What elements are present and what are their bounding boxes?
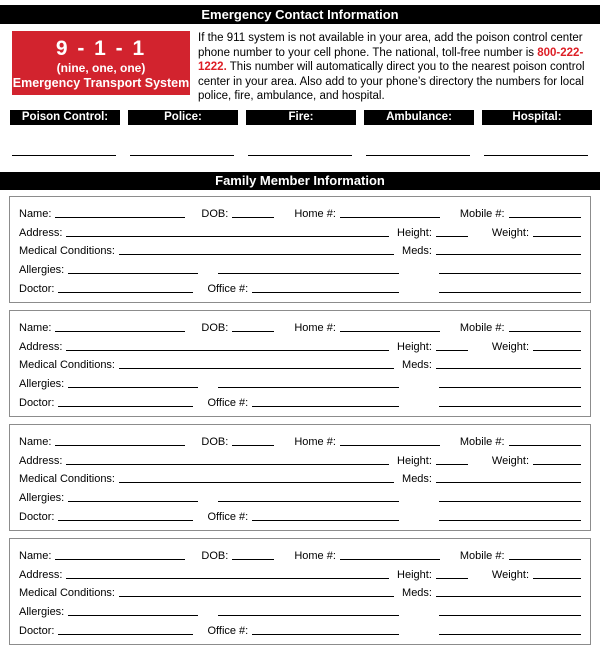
doctor-blank-line (58, 634, 193, 635)
height-blank-line (436, 464, 468, 465)
mobile-phone-blank-line (509, 445, 581, 446)
office-phone-blank-line (252, 634, 399, 635)
family-member-block (9, 424, 591, 531)
police-blank-line (130, 155, 234, 156)
member-row-allergies (19, 486, 581, 505)
weight-blank-line (533, 236, 581, 237)
address-label: Address: (19, 340, 63, 353)
nine-one-one-subtitle: Emergency Transport System (12, 76, 190, 90)
member-row-address (19, 335, 581, 354)
meds-blank-line (436, 368, 581, 369)
name-blank-line (55, 559, 185, 560)
fire-label: Fire: (246, 110, 356, 125)
member-row-doctor (19, 277, 581, 296)
weight-label: Weight: (491, 454, 529, 467)
office-phone-label: Office #: (207, 282, 249, 295)
dob-label: DOB: (201, 321, 229, 334)
member-row-medical (19, 240, 581, 259)
medical-conditions-label: Medical Conditions: (19, 473, 115, 486)
name-label: Name: (19, 549, 52, 562)
poison-control-label: Poison Control: (10, 110, 120, 125)
allergies-blank-line (68, 615, 198, 616)
family-members-list (0, 196, 600, 645)
name-label: Name: (19, 435, 52, 448)
family-member-block (9, 538, 591, 645)
meds-continuation-line (439, 501, 581, 502)
allergies-blank-line (68, 387, 198, 388)
family-member-block (9, 310, 591, 417)
meds-continuation-line-2 (439, 292, 581, 293)
contact-col-poison-control (10, 110, 120, 156)
member-row-medical (19, 468, 581, 487)
fire-blank-line (248, 155, 352, 156)
name-label: Name: (19, 207, 52, 220)
office-phone-blank-line (252, 520, 399, 521)
member-row-address (19, 563, 581, 582)
meds-blank-line (436, 482, 581, 483)
home-phone-blank-line (340, 331, 440, 332)
dob-blank-line (232, 331, 274, 332)
meds-label: Meds: (402, 359, 432, 372)
doctor-label: Doctor: (19, 510, 55, 523)
doctor-blank-line (58, 292, 193, 293)
allergies-label: Allergies: (19, 264, 65, 277)
medical-conditions-blank-line (119, 254, 394, 255)
meds-continuation-line (439, 387, 581, 388)
member-row-name (19, 202, 581, 221)
member-row-medical (19, 582, 581, 601)
member-row-doctor (19, 619, 581, 638)
meds-label: Meds: (402, 245, 432, 258)
hospital-blank-line (484, 155, 588, 156)
home-phone-blank-line (340, 445, 440, 446)
mobile-phone-label: Mobile #: (459, 207, 505, 220)
medical-conditions-label: Medical Conditions: (19, 245, 115, 258)
ambulance-label: Ambulance: (364, 110, 474, 125)
address-label: Address: (19, 568, 63, 581)
member-row-address (19, 221, 581, 240)
medical-conditions-label: Medical Conditions: (19, 359, 115, 372)
medical-conditions-blank-line (119, 596, 394, 597)
height-label: Height: (397, 340, 432, 353)
medical-conditions-blank-line (119, 368, 394, 369)
home-phone-label: Home #: (294, 435, 336, 448)
home-phone-label: Home #: (294, 321, 336, 334)
height-label: Height: (397, 454, 432, 467)
member-row-allergies (19, 372, 581, 391)
weight-label: Weight: (491, 568, 529, 581)
allergies-continuation-line (218, 387, 399, 388)
address-blank-line (66, 578, 389, 579)
mobile-phone-label: Mobile #: (459, 321, 505, 334)
meds-continuation-line (439, 615, 581, 616)
member-row-allergies (19, 258, 581, 277)
mobile-phone-label: Mobile #: (459, 549, 505, 562)
address-label: Address: (19, 454, 63, 467)
member-row-address (19, 449, 581, 468)
mobile-phone-blank-line (509, 217, 581, 218)
height-blank-line (436, 578, 468, 579)
meds-continuation-line-2 (439, 520, 581, 521)
doctor-label: Doctor: (19, 282, 55, 295)
meds-label: Meds: (402, 587, 432, 600)
name-blank-line (55, 445, 185, 446)
weight-blank-line (533, 464, 581, 465)
allergies-continuation-line (218, 273, 399, 274)
member-row-medical (19, 354, 581, 373)
meds-continuation-line-2 (439, 634, 581, 635)
home-phone-label: Home #: (294, 207, 336, 220)
dob-blank-line (232, 217, 274, 218)
nine-one-one-box (12, 31, 190, 95)
allergies-blank-line (68, 501, 198, 502)
medical-conditions-label: Medical Conditions: (19, 587, 115, 600)
member-row-doctor (19, 505, 581, 524)
office-phone-label: Office #: (207, 396, 249, 409)
dob-label: DOB: (201, 435, 229, 448)
instructions-text-after: This number will automatically direct you to the nearest poison control center in your area. Also add to your phone’s directory the numbers for local police, fire, ambulance, and hospital. (198, 61, 585, 103)
weight-label: Weight: (491, 340, 529, 353)
dob-label: DOB: (201, 549, 229, 562)
mobile-phone-blank-line (509, 331, 581, 332)
allergies-continuation-line (218, 501, 399, 502)
office-phone-label: Office #: (207, 624, 249, 637)
instructions-paragraph (198, 31, 590, 103)
allergies-continuation-line (218, 615, 399, 616)
office-phone-blank-line (252, 292, 399, 293)
dob-label: DOB: (201, 207, 229, 220)
doctor-label: Doctor: (19, 396, 55, 409)
family-member-block (9, 196, 591, 303)
member-row-doctor (19, 391, 581, 410)
allergies-label: Allergies: (19, 492, 65, 505)
office-phone-blank-line (252, 406, 399, 407)
dob-blank-line (232, 445, 274, 446)
member-row-allergies (19, 600, 581, 619)
height-label: Height: (397, 568, 432, 581)
meds-blank-line (436, 596, 581, 597)
home-phone-label: Home #: (294, 549, 336, 562)
weight-blank-line (533, 350, 581, 351)
nine-one-one-words: (nine, one, one) (56, 61, 146, 75)
address-blank-line (66, 236, 389, 237)
emergency-contacts-row (10, 110, 592, 156)
intro-section (12, 31, 590, 103)
doctor-blank-line (58, 520, 193, 521)
member-row-name (19, 544, 581, 563)
member-row-name (19, 316, 581, 335)
weight-label: Weight: (491, 226, 529, 239)
meds-continuation-line-2 (439, 406, 581, 407)
ambulance-blank-line (366, 155, 470, 156)
poison-control-blank-line (12, 155, 116, 156)
name-label: Name: (19, 321, 52, 334)
name-blank-line (55, 331, 185, 332)
address-label: Address: (19, 226, 63, 239)
contact-col-ambulance (364, 110, 474, 156)
address-blank-line (66, 464, 389, 465)
contact-col-fire (246, 110, 356, 156)
meds-blank-line (436, 254, 581, 255)
mobile-phone-blank-line (509, 559, 581, 560)
height-blank-line (436, 236, 468, 237)
instructions-text-before: If the 911 system is not available in your area, add the poison control center phone number to your cell phone. The national, toll-free number is (198, 32, 583, 59)
police-label: Police: (128, 110, 238, 125)
hospital-label: Hospital: (482, 110, 592, 125)
meds-continuation-line (439, 273, 581, 274)
dob-blank-line (232, 559, 274, 560)
height-label: Height: (397, 226, 432, 239)
allergies-label: Allergies: (19, 378, 65, 391)
contact-col-hospital (482, 110, 592, 156)
page-title: Emergency Contact Information (0, 5, 600, 24)
mobile-phone-label: Mobile #: (459, 435, 505, 448)
doctor-label: Doctor: (19, 624, 55, 637)
height-blank-line (436, 350, 468, 351)
name-blank-line (55, 217, 185, 218)
nine-one-one-number: 9 - 1 - 1 (55, 37, 147, 60)
contact-col-police (128, 110, 238, 156)
address-blank-line (66, 350, 389, 351)
allergies-blank-line (68, 273, 198, 274)
family-section-title: Family Member Information (0, 172, 600, 190)
member-row-name (19, 430, 581, 449)
allergies-label: Allergies: (19, 606, 65, 619)
doctor-blank-line (58, 406, 193, 407)
weight-blank-line (533, 578, 581, 579)
poison-control-phone-number: 800-222-1222. (198, 46, 584, 74)
office-phone-label: Office #: (207, 510, 249, 523)
home-phone-blank-line (340, 559, 440, 560)
home-phone-blank-line (340, 217, 440, 218)
meds-label: Meds: (402, 473, 432, 486)
medical-conditions-blank-line (119, 482, 394, 483)
